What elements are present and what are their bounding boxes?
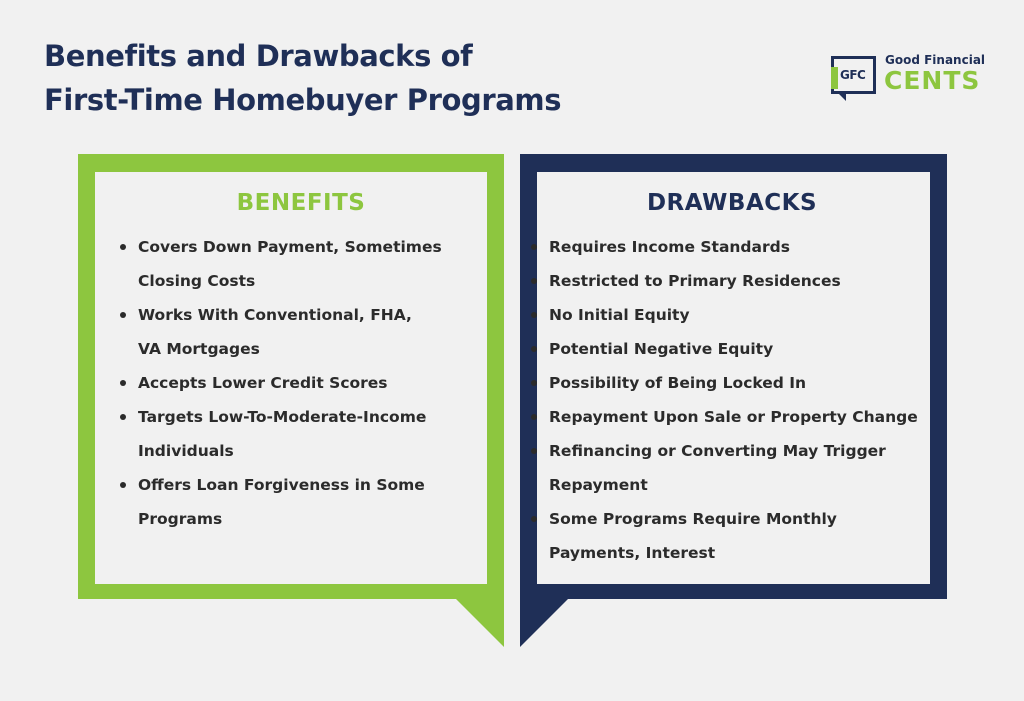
title-line-2: First-Time Homebuyer Programs [44, 83, 562, 117]
benefits-list [118, 230, 503, 536]
list-item: Restricted to Primary Residences [529, 264, 929, 298]
list-item: Covers Down Payment, Sometimes Closing Costs [118, 230, 503, 298]
logo-text-bottom: CENTS [884, 66, 981, 95]
list-item: Repayment Upon Sale or Property Change [529, 400, 929, 434]
drawbacks-list [529, 230, 929, 570]
list-item: Some Programs Require Monthly Payments, Interest [529, 502, 929, 570]
list-item: Targets Low-To-Moderate-Income Individuals [118, 400, 503, 468]
drawbacks-heading: DRAWBACKS [646, 190, 818, 216]
benefits-heading: BENEFITS [236, 190, 366, 216]
list-item: Requires Income Standards [529, 230, 929, 264]
logo-text-top: Good Financial [885, 53, 986, 67]
list-item: Offers Loan Forgiveness in Some Programs [118, 468, 503, 536]
list-item: Refinancing or Converting May Trigger Repayment [529, 434, 929, 502]
list-item: No Initial Equity [529, 298, 929, 332]
title-line-1: Benefits and Drawbacks of [44, 39, 473, 73]
list-item: Potential Negative Equity [529, 332, 929, 366]
logo-mark-text: GFC [840, 68, 866, 82]
list-item: Possibility of Being Locked In [529, 366, 929, 400]
list-item: Works With Conventional, FHA, VA Mortgages [118, 298, 503, 366]
list-item: Accepts Lower Credit Scores [118, 366, 503, 400]
